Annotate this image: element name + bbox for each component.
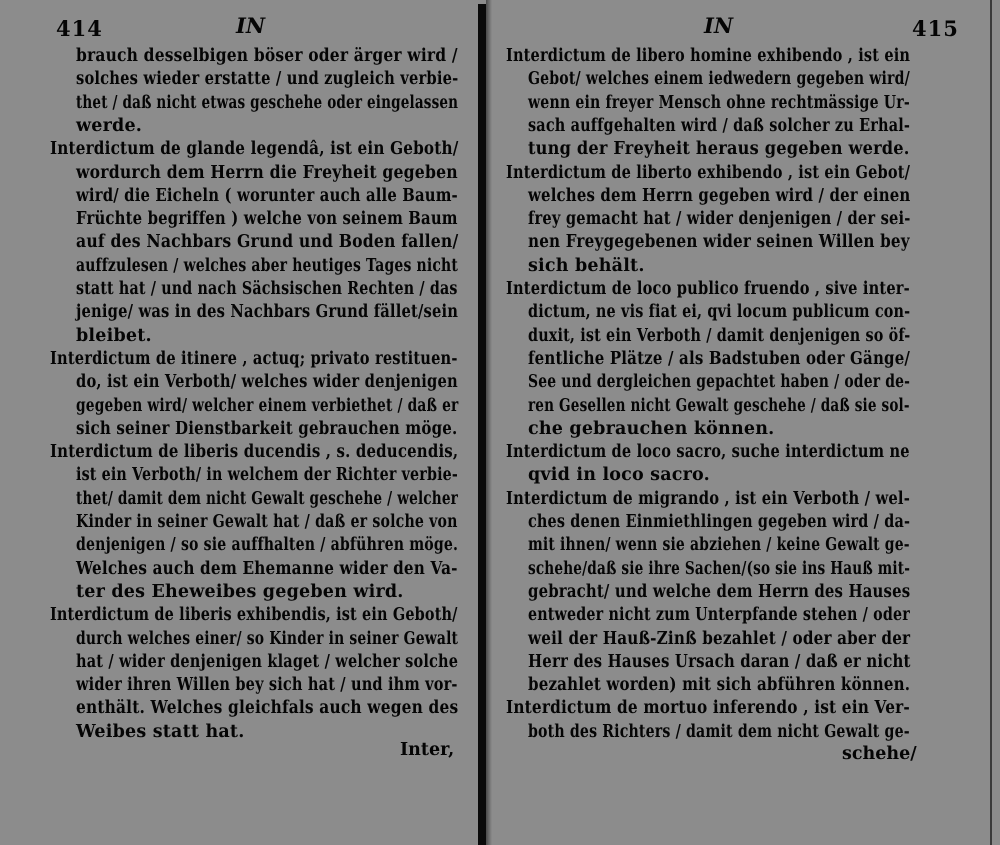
text-line: sich seiner Dienstbarkeit gebrauchen möge. bbox=[76, 418, 458, 439]
text-line: Interdictum de itinere , actuq; privato restituen- bbox=[50, 348, 458, 369]
text-line: mit ihnen/ wenn sie abziehen / keine Gewalt ge- bbox=[528, 535, 910, 556]
text-line: schehe/daß sie ihre Sachen/(so sie ins Hauß mit- bbox=[528, 558, 911, 579]
text-line: ches denen Einmiethlingen gegeben wird / da- bbox=[528, 512, 911, 532]
text-line: welches dem Herrn gegeben wird / der einen bbox=[528, 185, 911, 206]
right-running-head: IN bbox=[704, 13, 734, 38]
left-page-number: 414 bbox=[56, 16, 103, 41]
text-line: Interdictum de glande legendâ, ist ein Geboth/ bbox=[50, 139, 459, 160]
text-line: Interdictum de liberto exhibendo , ist ein Gebot/ bbox=[506, 162, 911, 183]
text-line: Interdictum de loco publico fruendo , sive inter- bbox=[506, 279, 910, 299]
text-line: bleibet. bbox=[76, 325, 152, 346]
text-line: bezahlet worden) mit sich abführen können. bbox=[528, 675, 911, 696]
text-line: auffzulesen / welches aber heutiges Tages nicht bbox=[76, 255, 458, 276]
text-line: durch welches einer/ so Kinder in seiner Gewalt bbox=[76, 628, 459, 649]
text-line: Welches auch dem Ehemanne wider den Va- bbox=[76, 558, 458, 579]
text-line: thet / daß nicht etwas geschehe oder eingelassen bbox=[76, 92, 459, 113]
text-line: Weibes statt hat. bbox=[76, 721, 245, 742]
text-line: sich behält. bbox=[528, 255, 645, 276]
text-line: hat / wider denjenigen klaget / welcher solche bbox=[76, 651, 459, 672]
left-running-head: IN bbox=[236, 13, 266, 38]
text-line: See und dergleichen gepachtet haben / oder de- bbox=[528, 372, 911, 393]
right-page-number: 415 bbox=[912, 16, 959, 41]
text-line: Interdictum de liberis ducendis , s. deducendis, bbox=[50, 442, 459, 463]
text-line: Interdictum de migrando , ist ein Verboth / wel- bbox=[506, 488, 911, 509]
text-line: Interdictum de loco sacro, suche interdictum ne bbox=[506, 442, 910, 463]
text-line: do, ist ein Verboth/ welches wider denjenigen bbox=[76, 372, 458, 393]
text-line: both des Richters / damit dem nicht Gewalt ge- bbox=[528, 721, 910, 742]
text-line: wenn ein freyer Mensch ohne rechtmässige Ur- bbox=[528, 92, 910, 113]
text-line: auf des Nachbars Grund und Boden fallen/ bbox=[76, 232, 459, 253]
text-line: brauch desselbigen böser oder ärger wird / bbox=[76, 46, 458, 66]
text-line: dictum, ne vis fiat ei, qvi locum publicum con- bbox=[528, 302, 911, 323]
text-line: wordurch dem Herrn die Freyheit gegeben bbox=[76, 162, 458, 183]
text-line: wird/ die Eicheln ( worunter auch alle Baum- bbox=[76, 185, 458, 206]
text-line: ist ein Verboth/ in welchem der Richter verbie- bbox=[76, 465, 458, 486]
right-page bbox=[486, 0, 1000, 845]
text-line: gegeben wird/ welcher einem verbiethet / daß er bbox=[76, 395, 459, 416]
text-line: wider ihren Willen bey sich hat / und ihm vor- bbox=[76, 675, 458, 696]
text-line: fentliche Plätze / als Badstuben oder Gänge/ bbox=[528, 348, 911, 369]
text-line: weil der Hauß-Zinß bezahlet / oder aber der bbox=[528, 628, 911, 649]
left-catchword: Inter, bbox=[400, 740, 455, 760]
book-spine bbox=[478, 4, 486, 845]
page-edge bbox=[990, 0, 992, 845]
text-line: statt hat / und nach Sächsischen Rechten / das bbox=[76, 279, 458, 299]
text-line: Gebot/ welches einem iedwedern gegeben wird/ bbox=[528, 69, 910, 90]
text-line: werde. bbox=[76, 115, 143, 136]
text-line: qvid in loco sacro. bbox=[528, 465, 710, 486]
text-line: Kinder in seiner Gewalt hat / daß er solche von bbox=[76, 512, 458, 532]
text-line: Interdictum de mortuo inferendo , ist ein Ver- bbox=[506, 698, 910, 719]
text-line: gebracht/ und welche dem Herrn des Hauses bbox=[528, 581, 911, 602]
text-line: ter des Eheweibes gegeben wird. bbox=[76, 581, 404, 602]
text-line: Interdictum de libero homine exhibendo , ist ein bbox=[506, 46, 911, 66]
text-line: duxit, ist ein Verboth / damit denjenigen so öf- bbox=[528, 325, 911, 346]
text-line: che gebrauchen können. bbox=[528, 418, 775, 439]
text-line: frey gemacht hat / wider denjenigen / der sei- bbox=[528, 209, 911, 230]
text-line: Interdictum de liberis exhibendis, ist ein Geboth/ bbox=[50, 605, 458, 626]
text-line: denjenigen / so sie auffhalten / abführen möge. bbox=[76, 535, 459, 556]
text-line: thet/ damit dem nicht Gewalt geschehe / welcher bbox=[76, 488, 459, 509]
text-line: Früchte begriffen ) welche von seinem Baum bbox=[76, 209, 458, 230]
text-line: ren Gesellen nicht Gewalt geschehe / daß sie sol- bbox=[528, 395, 910, 416]
text-line: sach auffgehalten wird / daß solcher zu Erhal- bbox=[528, 115, 911, 136]
text-line: Herr des Hauses Ursach daran / daß er nicht bbox=[528, 651, 911, 672]
right-catchword: schehe/ bbox=[842, 744, 917, 764]
text-line: entweder nicht zum Unterpfande stehen / oder bbox=[528, 605, 910, 626]
text-line: tung der Freyheit heraus gegeben werde. bbox=[528, 139, 910, 160]
text-line: nen Freygegebenen wider seinen Willen bey bbox=[528, 232, 910, 253]
text-line: enthält. Welches gleichfals auch wegen des bbox=[76, 698, 459, 719]
text-line: jenige/ was in des Nachbars Grund fället/sein bbox=[76, 302, 459, 323]
left-page bbox=[0, 0, 478, 845]
text-line: solches wieder erstatte / und zugleich verbie- bbox=[76, 69, 459, 90]
